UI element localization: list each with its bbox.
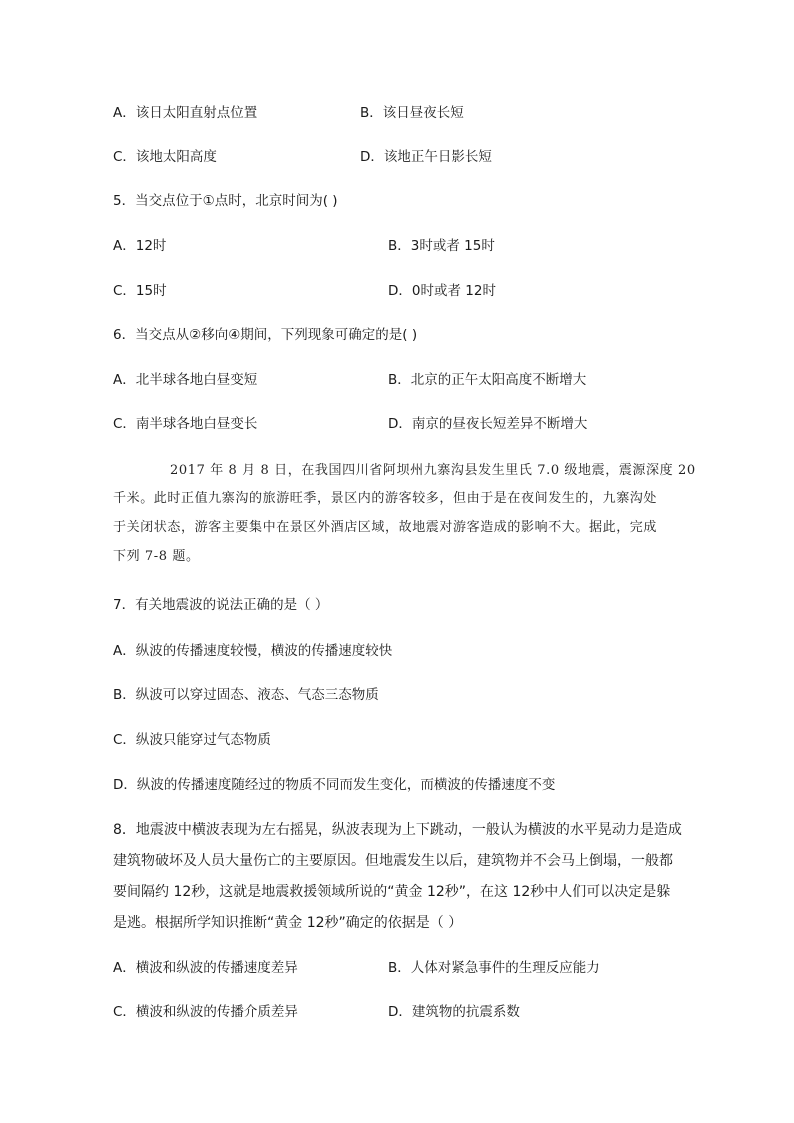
q4-option-d: D．该地正午日影长短 [360,149,492,165]
q5-option-a: A．12时 [113,238,167,254]
q5-option-b: B．3时或者 15时 [388,238,495,254]
q7-option-b: B．纵波可以穿过固态、液态、气态三态物质 [113,687,379,703]
q6-option-b: B．北京的正午太阳高度不断增大 [388,372,587,388]
q6-option-d: D．南京的昼夜长短差异不断增大 [388,416,588,432]
q8-stem-line-3: 要间隔约 12秒，这就是地震救援领域所说的“黄金 12秒”，在这 12秒中人们可以决定是躲 [113,884,671,900]
q8-option-a: A．横波和纵波的传播速度差异 [113,960,298,976]
passage-line-2: 千米。此时正值九寨沟的旅游旺季，景区内的游客较多，但由于是在夜间发生的，九寨沟处 [113,491,658,506]
q4-option-a: A．该日太阳直射点位置 [113,105,258,121]
q6-option-a: A．北半球各地白昼变短 [113,372,258,388]
q6-stem: 6．当交点从②移向④期间，下列现象可确定的是( ) [113,327,418,343]
q4-option-b: B．该日昼夜长短 [360,105,464,121]
q8-stem-line-2: 建筑物破坏及人员大量伤亡的主要原因。但地震发生以后，建筑物并不会马上倒塌，一般都 [113,853,673,869]
q7-option-a: A．纵波的传播速度较慢，横波的传播速度较快 [113,643,393,659]
q7-option-c: C．纵波只能穿过气态物质 [113,732,271,748]
q7-option-d: D．纵波的传播速度随经过的物质不同而发生变化，而横波的传播速度不变 [113,777,556,793]
q8-stem-line-4: 是逃。根据所学知识推断“黄金 12秒”确定的依据是（ ） [113,915,463,931]
passage-line-4: 下列 7-8 题。 [113,549,200,564]
q8-option-d: D．建筑物的抗震系数 [388,1004,520,1020]
q5-option-c: C．15时 [113,283,167,299]
q8-option-c: C．横波和纵波的传播介质差异 [113,1004,298,1020]
q7-stem: 7．有关地震波的说法正确的是（ ） [113,597,329,613]
q8-option-b: B．人体对紧急事件的生理反应能力 [388,960,600,976]
q8-stem-line-1: 8．地震波中横波表现为左右摇晃，纵波表现为上下跳动，一般认为横波的水平晃动力是造成 [113,822,682,838]
passage-line-1: 2017 年 8 月 8 日，在我国四川省阿坝州九寨沟县发生里氏 7.0 级地震，震源深度 20 [170,463,696,478]
passage-line-3: 于关闭状态，游客主要集中在景区外酒店区域，故地震对游客造成的影响不大。据此，完成 [113,520,658,535]
q5-option-d: D．0时或者 12时 [388,283,496,299]
q6-option-c: C．南半球各地白昼变长 [113,416,258,432]
q5-stem: 5．当交点位于①点时，北京时间为( ) [113,193,338,209]
q4-option-c: C．该地太阳高度 [113,149,217,165]
